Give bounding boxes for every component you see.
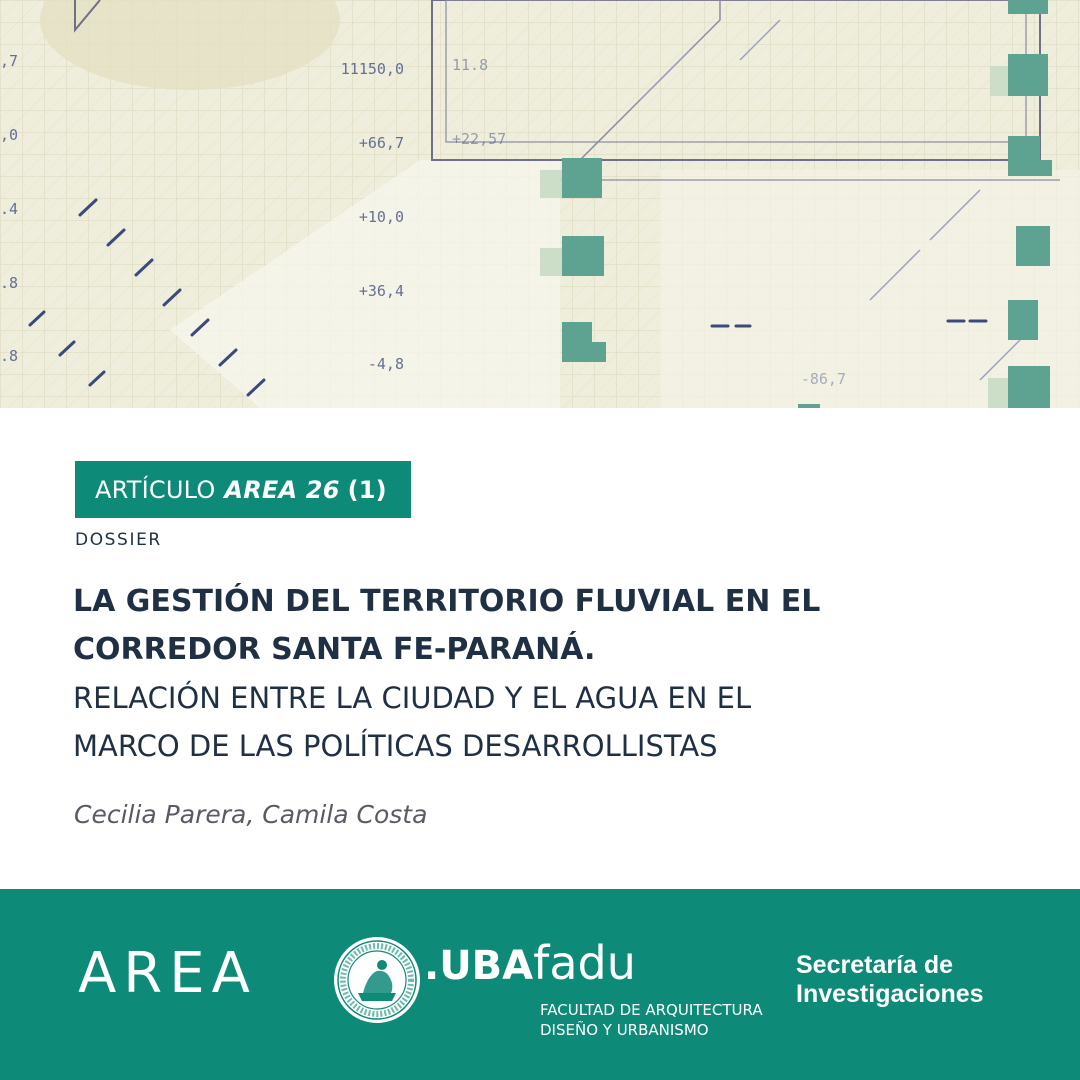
edge-number: .8 — [0, 273, 19, 292]
banner-number-column — [300, 8, 404, 408]
secretaria-logo — [796, 951, 984, 1009]
banner-top-numbers — [452, 4, 506, 201]
secretaria-line-1: Secretaría de — [796, 951, 954, 979]
section-label: DOSSIER — [75, 530, 162, 550]
article-authors: Cecilia Parera, Camila Costa — [74, 800, 428, 829]
area-logo: AREA — [78, 941, 257, 1006]
secretaria-line-2: Investigaciones — [796, 980, 984, 1008]
edge-number: .4 — [0, 199, 19, 218]
tag-prefix: ARTÍCULO — [95, 475, 216, 504]
edge-number: ,0 — [0, 125, 19, 144]
top-number: +22,57 — [452, 129, 507, 148]
title-line-2: CORREDOR SANTA FE-PARANÁ. — [73, 632, 596, 667]
edge-number: ,7 — [0, 52, 19, 71]
right-number: -86,7 — [800, 370, 846, 389]
tag-journal: AREA 26 — [224, 475, 340, 504]
faculty-line-1: FACULTAD DE ARQUITECTURA — [540, 1001, 763, 1019]
title-line-1: LA GESTIÓN DEL TERRITORIO FLUVIAL EN EL — [73, 584, 821, 619]
column-number: +36,4 — [358, 281, 404, 300]
tag-issue: (1) — [347, 475, 387, 504]
uba-fadu-wordmark — [424, 936, 636, 990]
banner-edge-numbers — [0, 0, 36, 408]
subtitle-line-1: RELACIÓN ENTRE LA CIUDAD Y EL AGUA EN EL — [73, 681, 752, 715]
column-number: -4,8 — [367, 355, 404, 374]
subtitle-line-2: MARCO DE LAS POLÍTICAS DESARROLLISTAS — [73, 729, 718, 763]
header-banner-image — [0, 0, 1080, 408]
article-tag — [75, 461, 411, 518]
faculty-line-2: DISEÑO Y URBANISMO — [540, 1021, 709, 1039]
uba-text: .UBA — [424, 943, 534, 989]
uba-seal-icon — [332, 935, 422, 1025]
top-number: 11.8 — [452, 56, 489, 75]
article-title — [73, 578, 973, 770]
banner-right-numbers — [782, 318, 846, 408]
column-number: +10,0 — [358, 207, 404, 226]
column-number: +66,7 — [358, 133, 404, 152]
column-number: 11150,0 — [340, 60, 404, 79]
faculty-name — [540, 1000, 763, 1040]
fadu-text: fadu — [533, 936, 636, 990]
edge-number: .8 — [0, 347, 19, 366]
blueprint-graphic — [0, 0, 1080, 408]
